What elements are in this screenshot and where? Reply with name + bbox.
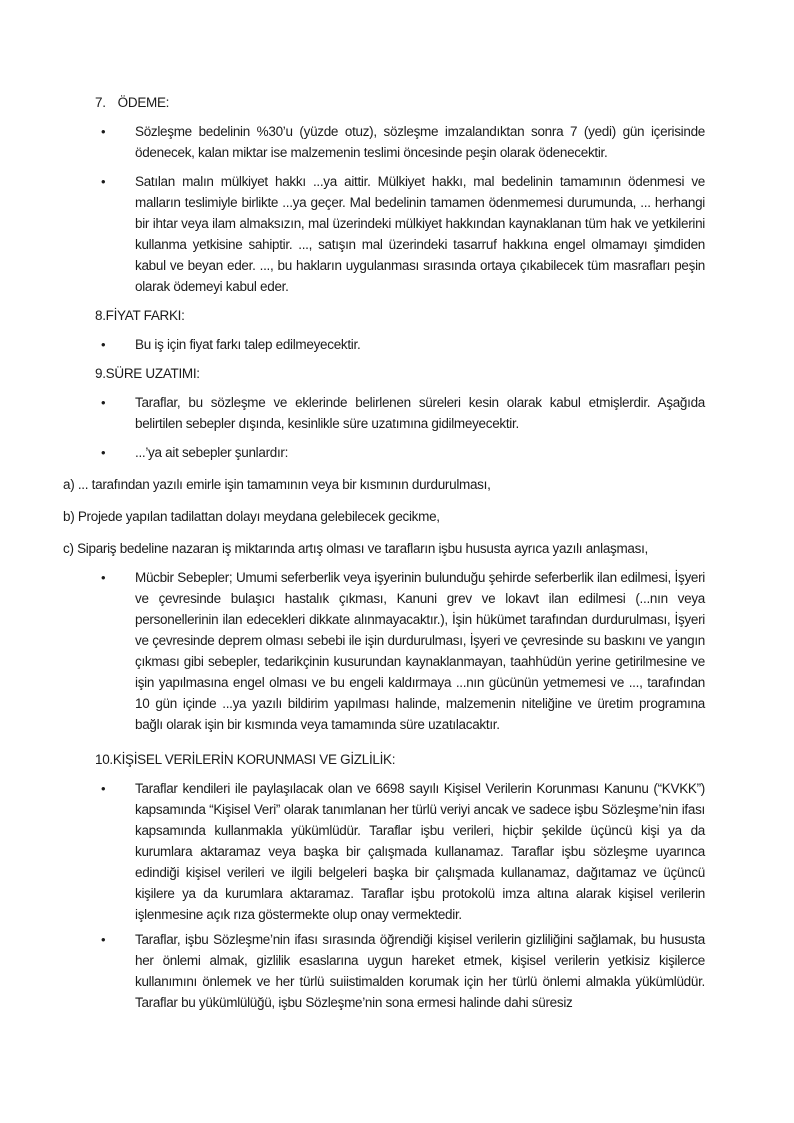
bullet-marker-icon: • [101, 174, 106, 189]
section-7-bullet-1 [101, 121, 705, 163]
bullet-marker-icon: • [101, 337, 106, 352]
section-10-bullet-1 [101, 778, 705, 925]
bullet-marker-icon: • [101, 124, 106, 139]
section-8-heading: 8.FİYAT FARKI: [95, 308, 185, 323]
bullet-marker-icon: • [101, 781, 106, 796]
paragraph-text: Sözleşme bedelinin %30’u (yüzde otuz), sözleşme imzalandıktan sonra 7 (yedi) gün içerisinde ödenecek, kalan miktar ise malzemenin teslimi öncesinde peşin olarak ödenecektir. [135, 124, 705, 160]
section-7-title: ÖDEME: [117, 95, 170, 110]
section-9-item-b: b) Projede yapılan tadilattan dolayı meydana gelebilecek gecikme, [63, 509, 440, 524]
bullet-marker-icon: • [101, 395, 106, 410]
section-9-heading: 9.SÜRE UZATIMI: [95, 366, 200, 381]
section-9-bullet-2 [101, 442, 705, 463]
section-10-bullet-2 [101, 929, 705, 1013]
section-9-bullet-1 [101, 392, 705, 434]
paragraph-text: Mücbir Sebepler; Umumi seferberlik veya işyerinin bulunduğu şehirde seferberlik ilan edilmesi, İşyeri ve çevresinde bulaşıcı hastalık çıkması, Kanuni grev ve lokavt ilan edilmesi (...nın veya personellerinin ilan edecekleri dikkate alınmayacaktır.), İşin hükümet tarafından durdurulması, İşyeri ve çevresinde deprem olması sebebi ile işin durdurulması, İşyeri ve çevresinde su baskını ve yangın çıkması gibi sebepler, tedarikçinin kusurundan kaynaklanmayan, taahhüdün yerine getirilmesine ve işin yapılmasına engel olması ve bu engeli kaldırmaya ...nın gücünün yetmemesi ve ..., tarafından 10 gün içinde ...ya yazılı bildirim yapılması halinde, malzemenin niteliğine ve üretim programına bağlı olarak işin bir kısmında veya tamamında süre uzatılacaktır. [135, 570, 705, 732]
section-10-heading: 10.KİŞİSEL VERİLERİN KORUNMASI VE GİZLİLİK: [95, 752, 396, 767]
paragraph-text: Bu iş için fiyat farkı talep edilmeyecektir. [135, 337, 361, 352]
paragraph-text: Taraflar kendileri ile paylaşılacak olan ve 6698 sayılı Kişisel Verilerin Korunması Kanunu (“KVKK”) kapsamında “Kişisel Veri” olarak tanımlanan her türlü veriyi ancak ve sadece işbu Sözleşme’nin ifası kapsamında kullanmakla yükümlüdür. Taraflar işbu verileri, hiçbir şekilde üçüncü kişi ya da kurumlara aktaramaz veya başka bir çalışmada kullanamaz. Taraflar işbu sözleşme uyarınca edindiği kişisel verileri ve ilgili belgeleri başka bir çalışmada kullanamaz, dağıtamaz ve üçüncü kişilere ya da kurumlara aktaramaz. Taraflar işbu protokolü imza altına alarak kişisel verilerin işlenmesine açık rıza göstermekte olup onay vermektedir. [135, 781, 705, 922]
paragraph-text: Taraflar, bu sözleşme ve eklerinde belirlenen süreleri kesin olarak kabul etmişlerdir. Aşağıda belirtilen sebepler dışında, kesinlikle süre uzatımına gidilmeyecektir. [135, 395, 705, 431]
section-9-bullet-3 [101, 567, 705, 735]
paragraph-text: Satılan malın mülkiyet hakkı ...ya aittir. Mülkiyet hakkı, mal bedelinin tamamının ödenmesi ve malların teslimiyle birlikte ...ya geçer. Mal bedelinin tamamen ödenmemesi durumunda, ... herhangi bir ihtar veya ilam almaksızın, mal üzerindeki mülkiyet hakkından kaynaklanan tüm hak ve yetkilerini kullanma yetkisine sahiptir. ..., satışın mal üzerindeki tasarruf hakkına engel olmamayı şimdiden kabul ve beyan eder. ..., bu hakların uygulanması sırasında ortaya çıkabilecek tüm masrafları peşin olarak ödemeyi kabul eder. [135, 174, 705, 294]
section-9-item-a: a) ... tarafından yazılı emirle işin tamamının veya bir kısmının durdurulması, [63, 477, 491, 492]
section-7-bullet-2 [101, 171, 705, 297]
paragraph-text: Taraflar, işbu Sözleşme’nin ifası sırasında öğrendiği kişisel verilerin gizliliğini sağlamak, bu hususta her önlemi almak, gizlilik esaslarına uygun hareket etmek, kişisel verilerin yetkisiz kişilerce kullanımını önlemek ve her türlü suiistimalden korumak için her türlü önlemi almakla yükümlüdür. Taraflar bu yükümlülüğü, işbu Sözleşme’nin sona ermesi halinde dahi süresiz [135, 932, 705, 1010]
section-7-heading [95, 92, 705, 113]
paragraph-text: ...’ya ait sebepler şunlardır: [135, 445, 289, 460]
bullet-marker-icon: • [101, 932, 106, 947]
section-9-item-c: c) Sipariş bedeline nazaran iş miktarında artış olması ve tarafların işbu hususta ayrıca yazılı anlaşması, [63, 541, 648, 556]
section-7-number: 7. [95, 95, 106, 110]
bullet-marker-icon: • [101, 445, 106, 460]
section-8-bullet-1 [101, 334, 705, 355]
bullet-marker-icon: • [101, 570, 106, 585]
